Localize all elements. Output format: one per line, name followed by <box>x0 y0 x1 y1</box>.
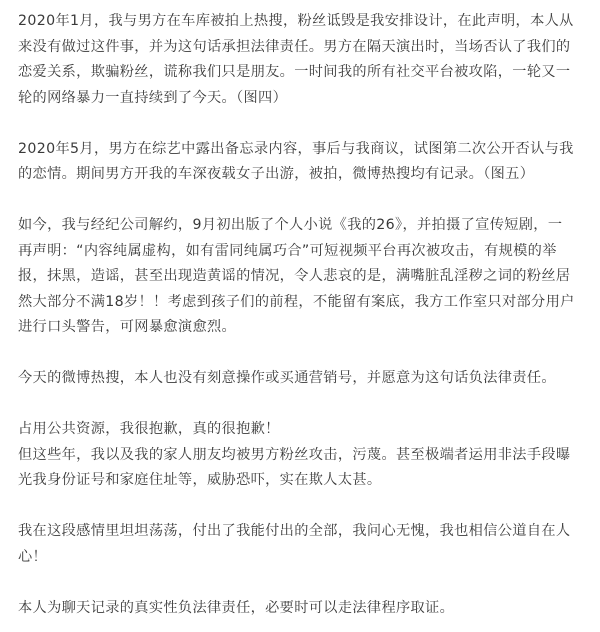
paragraph-may-2020 <box>18 137 586 188</box>
text-line: 的恋情。期间男方开我的车深夜载女子出游，被拍，微博热搜均有记录。（图五） <box>18 166 535 182</box>
text-line: 今天的微博热搜，本人也没有刻意操作或买通营销号，并愿意为这句话负法律责任。 <box>18 370 556 386</box>
text-line: 我在这段感情里坦坦荡荡，付出了我能付出的全部，我问心无愧，我也相信公道自在人 <box>18 523 571 539</box>
paragraph-spacer <box>18 188 586 214</box>
text-line: 光我身份证号和家庭住址等，威胁恐吓，实在欺人太甚。 <box>18 472 382 488</box>
text-line: 如今，我与经纪公司解约，9月初出版了个人小说《我的26》，并拍摄了宣传短剧，一 <box>18 217 563 233</box>
paragraph-spacer <box>18 111 586 137</box>
text-line: 再声明：“内容纯属虚构，如有雷同纯属巧合”可短视频平台再次被攻击，有规模的举 <box>18 242 557 259</box>
paragraph-spacer <box>18 341 586 367</box>
text-line: 轮的网络暴力一直持续到了今天。（图四） <box>18 89 288 106</box>
text-line: 心！ <box>18 548 48 565</box>
text-line: 然大部分不满18岁！！考虑到孩子们的前程，不能留有案底，我方工作室只对部分用户 <box>18 293 575 310</box>
text-line: 2020年5月，男方在综艺中露出备忘录内容，事后与我商议，试图第二次公开否认与我 <box>18 140 574 157</box>
paragraph-clear-conscience <box>18 519 586 570</box>
paragraph-spacer <box>18 570 586 596</box>
paragraph-spacer <box>18 494 586 520</box>
paragraph-legal-responsibility <box>18 596 586 622</box>
text-line: 占用公共资源，我很抱歉，真的很抱歉！ <box>18 421 280 437</box>
paragraph-weibo-trending <box>18 366 586 392</box>
text-line: 来没有做过这件事，并为这句话承担法律责任。男方在隔天演出时，当场否认了我们的 <box>18 38 571 55</box>
statement-document <box>18 9 586 621</box>
paragraph-apology <box>18 417 586 494</box>
paragraph-current-situation <box>18 213 586 341</box>
text-line: 报，抹黑，造谣，甚至出现造黄谣的情况，令人悲哀的是，满嘴脏乱淫秽之词的粉丝居 <box>18 268 571 284</box>
text-line: 2020年1月，我与男方在车库被拍上热搜，粉丝诋毁是我安排设计，在此声明，本人从 <box>18 13 574 29</box>
text-line: 进行口头警告，可网暴愈演愈烈。 <box>18 319 237 335</box>
paragraph-spacer <box>18 392 586 418</box>
text-line: 但这些年，我以及我的家人朋友均被男方粉丝攻击，污蔑。甚至极端者运用非法手段曝 <box>18 446 571 463</box>
paragraph-january-2020 <box>18 9 586 111</box>
text-line: 恋爱关系，欺骗粉丝，谎称我们只是朋友。一时间我的所有社交平台被攻陷，一轮又一 <box>18 64 571 80</box>
text-line: 本人为聊天记录的真实性负法律责任，必要时可以走法律程序取证。 <box>18 599 455 616</box>
